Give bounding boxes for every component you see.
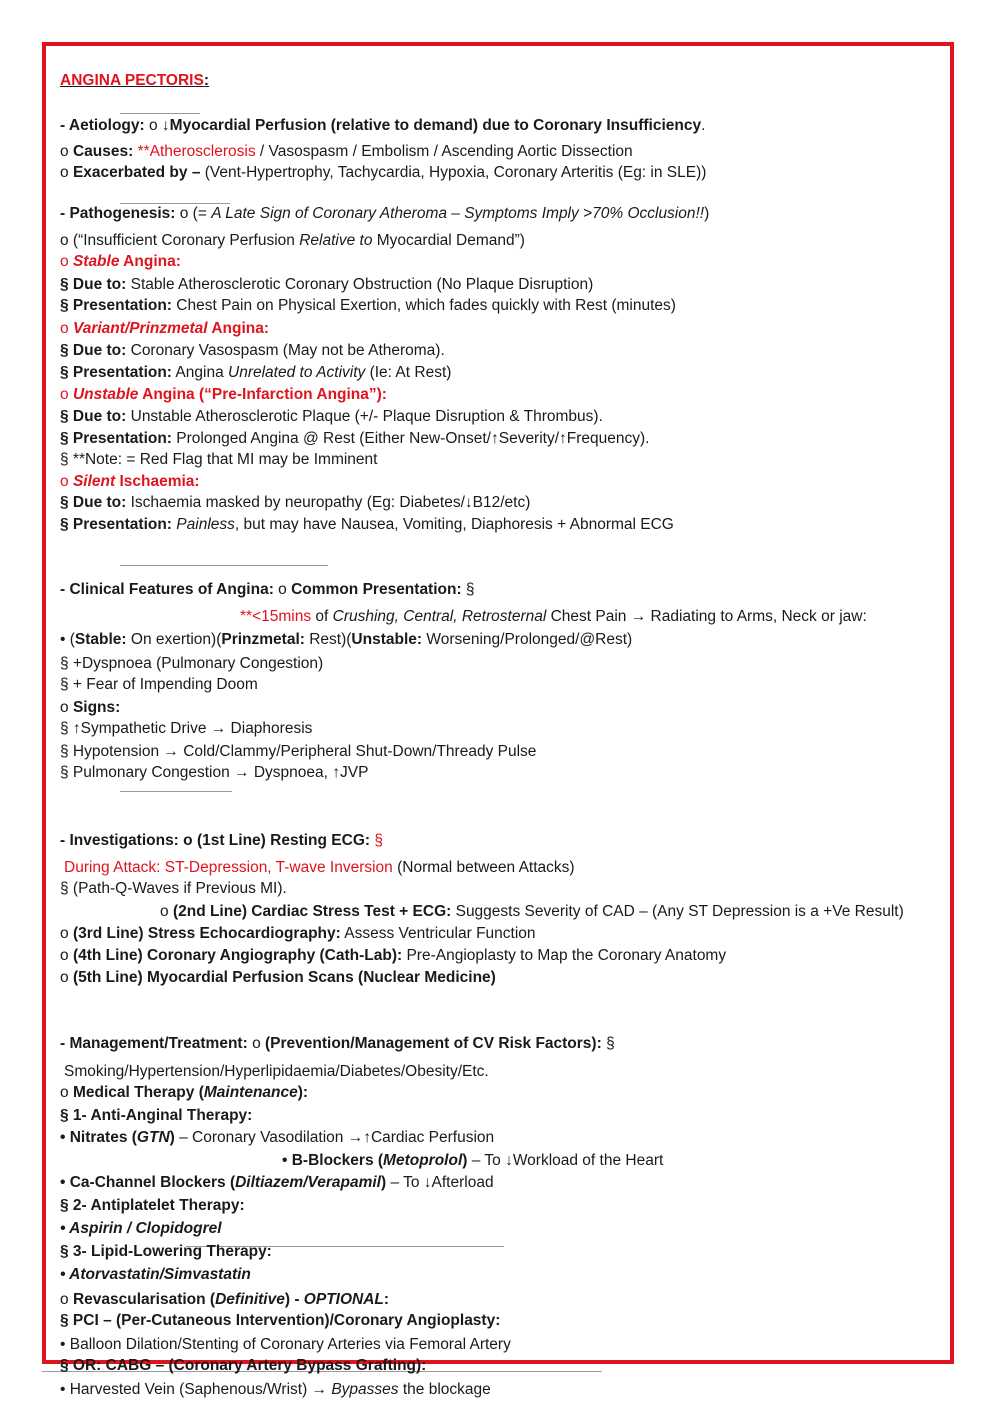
pci: § PCI – (Per-Cutaneous Intervention)/Coronary Angioplasty: <box>60 1312 501 1329</box>
pathogenesis-quote: o (“Insufficient Coronary Perfusion Relative to Myocardial Demand”) <box>60 232 525 249</box>
cabg: § OR: CABG – (Coronary Artery Bypass Grafting): <box>60 1357 427 1374</box>
divider <box>120 791 232 792</box>
silent-presentation: § Presentation: Painless, but may have Nausea, Vomiting, Diaphoresis + Abnormal ECG <box>60 516 674 533</box>
aspirin: • Aspirin / Clopidogrel <box>60 1220 222 1237</box>
silent-heading: o Silent Ischaemia: <box>60 473 200 490</box>
pathogenesis-line: - Pathogenesis: o (= A Late Sign of Coronary Atheroma – Symptoms Imply >70% Occlusion!!) <box>60 205 710 222</box>
stable-presentation: § Presentation: Chest Pain on Physical Exertion, which fades quickly with Rest (minutes) <box>60 297 676 314</box>
nitrates: • Nitrates (GTN) – Coronary Vasodilation →↑Cardiac Perfusion <box>60 1129 495 1146</box>
medical-therapy: o Medical Therapy (Maintenance): <box>60 1084 309 1101</box>
investigations-attack: During Attack: ST-Depression, T-wave Inversion (Normal between Attacks) <box>64 859 575 876</box>
management-heading: - Management/Treatment: o (Prevention/Management of CV Risk Factors): § <box>60 1035 615 1052</box>
antiplatelet: § 2- Antiplatelet Therapy: <box>60 1197 245 1214</box>
exacerbated-line: o Exacerbated by – (Vent-Hypertrophy, Tachycardia, Hypoxia, Coronary Arteritis (Eg: in SLE)) <box>60 164 707 181</box>
divider <box>120 113 200 114</box>
management-risk: Smoking/Hypertension/Hyperlipidaemia/Diabetes/Obesity/Etc. <box>64 1063 489 1080</box>
beta-blockers: • B-Blockers (Metoprolol) – To ↓Workload of the Heart <box>282 1152 664 1169</box>
investigations-heading: - Investigations: o (1st Line) Resting ECG: § <box>60 832 383 849</box>
clinical-types: • (Stable: On exertion)(Prinzmetal: Rest)(Unstable: Worsening/Prolonged/@Rest) <box>60 631 633 648</box>
sign-3: § Pulmonary Congestion → Dyspnoea, ↑JVP <box>60 764 369 781</box>
stable-due: § Due to: Stable Atherosclerotic Coronary Obstruction (No Plaque Disruption) <box>60 276 594 293</box>
investigations-second: o (2nd Line) Cardiac Stress Test + ECG: Suggests Severity of CAD – (Any ST Depression is a +Ve Result) <box>160 903 904 920</box>
causes-line: o Causes: **Atherosclerosis / Vasospasm / Embolism / Ascending Aortic Dissection <box>60 143 633 160</box>
clinical-dyspnoea: § +Dyspnoea (Pulmonary Congestion) <box>60 655 324 672</box>
clinical-fear: § + Fear of Impending Doom <box>60 676 258 693</box>
variant-presentation: § Presentation: Angina Unrelated to Activity (Ie: At Rest) <box>60 364 452 381</box>
investigations-fifth: o (5th Line) Myocardial Perfusion Scans (Nuclear Medicine) <box>60 969 496 986</box>
sign-2: § Hypotension → Cold/Clammy/Peripheral Shut-Down/Thready Pulse <box>60 743 537 760</box>
signs-heading: o Signs: <box>60 699 121 716</box>
clinical-duration: **<15mins of Crushing, Central, Retrosternal Chest Pain → Radiating to Arms, Neck or jaw: <box>240 608 867 625</box>
harvested-vein: • Harvested Vein (Saphenous/Wrist) → Bypasses the blockage <box>60 1381 491 1398</box>
unstable-presentation: § Presentation: Prolonged Angina @ Rest (Either New-Onset/↑Severity/↑Frequency). <box>60 430 650 447</box>
unstable-note: § **Note: = Red Flag that MI may be Imminent <box>60 451 378 468</box>
page-title: ANGINA PECTORIS: <box>60 72 209 89</box>
variant-heading: o Variant/Prinzmetal Angina: <box>60 320 270 337</box>
statins: • Atorvastatin/Simvastatin <box>60 1266 251 1283</box>
lipid-lowering: § 3- Lipid-Lowering Therapy: <box>60 1243 272 1260</box>
investigations-fourth: o (4th Line) Coronary Angiography (Cath-Lab): Pre-Angioplasty to Map the Coronary Anatomy <box>60 947 727 964</box>
aetiology-line: - Aetiology: o ↓Myocardial Perfusion (relative to demand) due to Coronary Insufficiency. <box>60 117 706 134</box>
divider <box>120 565 328 566</box>
unstable-due: § Due to: Unstable Atherosclerotic Plaque (+/- Plaque Disruption & Thrombus). <box>60 408 603 425</box>
stable-heading: o Stable Angina: <box>60 253 181 270</box>
unstable-heading: o Unstable Angina (“Pre-Infarction Angina”): <box>60 386 387 403</box>
silent-due: § Due to: Ischaemia masked by neuropathy (Eg: Diabetes/↓B12/etc) <box>60 494 531 511</box>
revascularisation: o Revascularisation (Definitive) - OPTIONAL: <box>60 1291 390 1308</box>
anti-anginal: § 1- Anti-Anginal Therapy: <box>60 1107 253 1124</box>
sign-1: § ↑Sympathetic Drive → Diaphoresis <box>60 720 313 737</box>
balloon: • Balloon Dilation/Stenting of Coronary Arteries via Femoral Artery <box>60 1336 511 1353</box>
clinical-heading: - Clinical Features of Angina: o Common Presentation: § <box>60 581 475 598</box>
ca-channel-blockers: • Ca-Channel Blockers (Diltiazem/Verapamil) – To ↓Afterload <box>60 1174 494 1191</box>
variant-due: § Due to: Coronary Vasospasm (May not be Atheroma). <box>60 342 445 359</box>
investigations-pathq: § (Path-Q-Waves if Previous MI). <box>60 880 287 897</box>
investigations-third: o (3rd Line) Stress Echocardiography: Assess Ventricular Function <box>60 925 536 942</box>
